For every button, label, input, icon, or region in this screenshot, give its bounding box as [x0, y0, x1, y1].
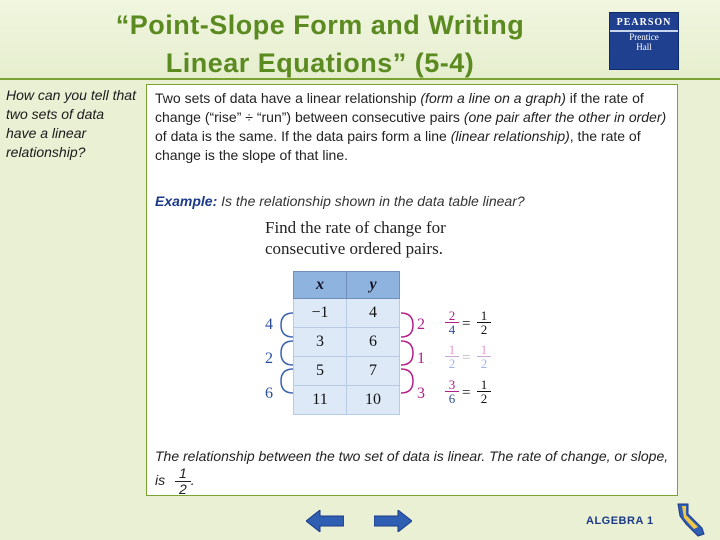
california-state-icon	[672, 500, 712, 540]
conclusion-period: .	[190, 472, 195, 489]
example-label: Example:	[155, 193, 218, 209]
slide-title	[20, 6, 620, 82]
x-difference: 4	[265, 316, 273, 333]
content-panel	[146, 84, 678, 496]
figure-title-line-2: consecutive ordered pairs.	[265, 239, 443, 258]
slope-fraction	[175, 466, 191, 497]
guiding-question: How can you tell that two sets of data have a linear relationship?	[6, 87, 136, 160]
y-difference: 3	[417, 385, 425, 402]
answer-text-5: of data is the same. If the data pairs form a line	[155, 128, 451, 144]
right-brackets	[397, 311, 417, 401]
answer-text-6: (linear relationship)	[450, 128, 570, 144]
ratio-denominator: 2	[480, 391, 488, 406]
table-cell: −1	[294, 299, 347, 328]
logo-text-pearson: PEARSON	[616, 17, 672, 28]
answer-text-4: (one pair after the other in order)	[463, 109, 667, 125]
answer-text-7: , the rate of change is the slope of that line.	[155, 128, 641, 163]
table-cell: 4	[347, 299, 400, 328]
left-brackets	[277, 311, 297, 401]
ratio-numerator: 3	[445, 378, 459, 392]
ratio-fraction	[445, 378, 459, 405]
example-line	[155, 193, 525, 209]
equals-sign: =	[462, 350, 471, 366]
ratio-denominator: 4	[448, 322, 456, 337]
data-table	[293, 271, 400, 415]
ratio-denominator: 6	[448, 391, 456, 406]
answer-text-1: Two sets of data have a linear relationship	[155, 90, 421, 106]
title-line-1: “Point-Slope Form and Writing	[115, 10, 525, 40]
table-row	[294, 386, 400, 415]
ratio-numerator: 1	[477, 343, 491, 357]
x-difference: 2	[265, 350, 273, 367]
slope-numerator: 1	[175, 466, 191, 482]
table-row	[294, 299, 400, 328]
pearson-logo	[609, 12, 679, 70]
figure-title	[265, 217, 446, 259]
equals-sign: =	[462, 385, 471, 401]
y-difference: 2	[417, 316, 425, 333]
simplified-fraction	[477, 378, 491, 405]
example-question: Is the relationship shown in the data table linear?	[217, 193, 525, 209]
logo-text-hall: Hall	[636, 42, 652, 52]
x-difference: 6	[265, 385, 273, 402]
table-cell: 5	[294, 357, 347, 386]
ratio-denominator: 2	[480, 356, 488, 371]
answer-paragraph	[155, 89, 673, 165]
table-row	[294, 328, 400, 357]
equals-sign: =	[462, 316, 471, 332]
ratio-numerator: 2	[445, 309, 459, 323]
simplified-fraction	[477, 309, 491, 336]
logo-text-prentice: Prentice	[629, 32, 659, 42]
column-header-x: x	[294, 272, 347, 299]
title-bar	[0, 0, 720, 80]
back-arrow-icon[interactable]	[306, 510, 344, 532]
slope-denominator: 2	[179, 481, 187, 497]
conclusion-text	[155, 447, 675, 497]
logo-stripe	[610, 30, 678, 32]
table-cell: 11	[294, 386, 347, 415]
figure-title-line-1: Find the rate of change for	[265, 218, 446, 237]
forward-arrow-icon[interactable]	[374, 510, 412, 532]
ratio-denominator: 2	[448, 356, 456, 371]
title-line-2: Linear Equations” (5-4)	[165, 48, 475, 78]
ratio-numerator: 1	[445, 343, 459, 357]
simplified-fraction	[477, 343, 491, 370]
table-header-row	[294, 272, 400, 299]
table-cell: 3	[294, 328, 347, 357]
ratio-numerator: 1	[477, 378, 491, 392]
table-cell: 6	[347, 328, 400, 357]
y-difference: 1	[417, 350, 425, 367]
column-header-y: y	[347, 272, 400, 299]
conclusion-sentence: The relationship between the two set of data is linear. The rate of change, or slope, is	[155, 448, 669, 489]
answer-text-2: (form a line on a graph)	[420, 90, 566, 106]
ratio-denominator: 2	[480, 322, 488, 337]
ratio-fraction	[445, 309, 459, 336]
table-cell: 7	[347, 357, 400, 386]
table-cell: 10	[347, 386, 400, 415]
ratio-numerator: 1	[477, 309, 491, 323]
course-label: ALGEBRA 1	[586, 515, 654, 527]
table-row	[294, 357, 400, 386]
answer-text-3: if the rate of change (“rise” ÷ “run”) between consecutive pairs	[155, 90, 644, 125]
ratio-fraction	[445, 343, 459, 370]
